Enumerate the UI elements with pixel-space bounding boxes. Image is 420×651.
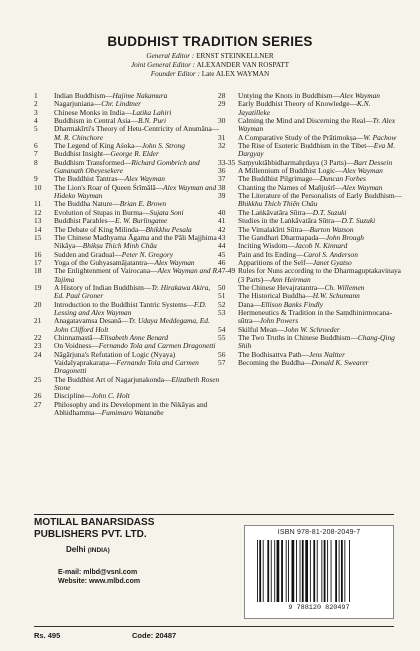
entry-text: [238, 100, 404, 117]
entry-number: 52: [218, 299, 226, 309]
entry-text: [54, 376, 220, 393]
entry-author: E. W. Burlingame: [114, 216, 168, 226]
entry-number: 5: [34, 124, 38, 134]
general-editor-label: General Editor :: [146, 52, 195, 60]
entry-author: John Brough: [325, 232, 364, 242]
entry-number: 55: [218, 332, 226, 342]
title-entry: [34, 267, 220, 284]
entry-number: 50: [218, 282, 226, 292]
entry-title: Skilful Mean—: [238, 324, 285, 334]
entry-number: 56: [218, 349, 226, 359]
entry-number: 24: [34, 349, 42, 359]
entry-text: [54, 184, 220, 201]
entry-number: 37: [218, 174, 226, 184]
entry-author: Janet Gyatso: [312, 257, 352, 267]
entry-title: The Bodhisattva Path—: [238, 349, 310, 359]
entry-author: B.N. Puri: [137, 116, 167, 126]
entry-author: Jens Naltter: [309, 349, 345, 359]
entry-author: Fumimaro Watanabe: [101, 408, 164, 418]
entry-number: 18: [34, 266, 42, 276]
entry-number: 7: [34, 149, 38, 159]
entry-text: [238, 117, 404, 134]
entry-title: The Buddha Nature—: [54, 199, 120, 209]
entry-text: [54, 234, 220, 251]
entry-title: The Enlightenment of Vairocana—: [54, 266, 158, 276]
general-editor-line: [0, 52, 420, 61]
entry-author: Bhikṣu Thích Minh Châu: [82, 241, 157, 251]
entry-author: John S. Strong: [141, 141, 185, 151]
city-name: Delhi: [66, 545, 86, 554]
entry-title: Inciting Wisdom—: [238, 241, 295, 251]
entry-title: The Chinese Hevajratantra—: [238, 282, 325, 292]
entry-number: 10: [34, 182, 42, 192]
entry-number: 4: [34, 116, 38, 126]
entry-title: The Two Truths in Chinese Buddhism—: [238, 332, 358, 342]
publisher-name-1: MOTILAL BANARSIDASS: [34, 517, 155, 528]
title-list-right: [218, 92, 404, 367]
entry-author: Hajime Nakamura: [112, 91, 168, 100]
entry-number: 30: [218, 116, 226, 126]
entry-number: 42: [218, 224, 226, 234]
entry-author: F.D. Lessing and Alex Wayman: [54, 299, 207, 317]
entry-title: The Lion's Roar of Queen Śrīmālā—: [54, 182, 164, 192]
entry-author: Peter N. Gregory: [121, 249, 173, 259]
entry-title: Buddhism in Central Asia—: [54, 116, 138, 126]
title-entry: [34, 125, 220, 142]
entry-title: The Rise of Esoteric Buddhism in the Tibet—: [238, 141, 374, 151]
entry-number: 20: [34, 299, 42, 309]
title-entry: [34, 301, 220, 318]
entry-number: 9: [34, 174, 38, 184]
book-code: Code: 20487: [132, 631, 177, 640]
founder-line: [0, 70, 420, 79]
publisher-name-2: PUBLISHERS PVT. LTD.: [34, 529, 147, 540]
title-entry: [218, 100, 404, 117]
entry-number: 54: [218, 324, 226, 334]
entry-title: Introduction to the Buddhist Tantric Systems—: [54, 299, 194, 309]
entry-author: Bhikkhu Pesala: [145, 224, 192, 234]
entry-author: M. R. Chinchore: [54, 132, 103, 142]
entry-text: [54, 125, 220, 142]
title-entry: [218, 334, 404, 351]
entry-author: Bhikkhu Thích Thiên Châu: [238, 199, 318, 209]
series-title: BUDDHIST TRADITION SERIES: [107, 34, 313, 49]
entry-author: Sujata Soni: [149, 207, 184, 217]
entry-author: K.N. Jayatilleke: [238, 99, 371, 117]
entry-text: [54, 317, 220, 334]
entry-number: 39: [218, 191, 226, 201]
entry-number: 1: [34, 91, 38, 100]
barcode-number: 9 788120 820497: [288, 604, 350, 612]
entry-title: Saṃyuktābhidharmahṛdaya (3 Parts)—: [238, 157, 354, 167]
entry-number: 22: [34, 332, 42, 342]
general-editor-name: ERNST STEINKELLNER: [196, 52, 274, 60]
entry-author: Fernando Tola and Carmen Dragonetti: [54, 358, 199, 376]
entry-author: Elisabeth Anne Benard: [99, 332, 169, 342]
entry-author: Alex Wayman: [124, 174, 165, 184]
entry-author: Alex Wayman and R. Tajima: [54, 266, 219, 284]
entry-number: 33-35: [218, 157, 236, 167]
entry-title: Pain and Its Ending—: [238, 249, 304, 259]
entry-number: 17: [34, 257, 42, 267]
entry-text: [54, 267, 220, 284]
entry-author: Alex Wayman: [154, 257, 195, 267]
joint-editor-label: Joint General Editor :: [130, 61, 196, 69]
country-name: (INDIA): [87, 547, 110, 554]
entry-title: The Debate of King Milinda—: [54, 224, 146, 234]
entry-title: The Gandhari Dharmapada—: [238, 232, 326, 242]
entry-title: Rules for Nuns according to the Dharmaguptakavinaya (3 Parts)—: [238, 266, 401, 284]
entry-text: [54, 351, 220, 376]
title-entry: [34, 401, 220, 418]
entry-author: Brian E. Brown: [119, 199, 167, 209]
bottom-divider: [34, 626, 394, 627]
entry-number: 11: [34, 199, 42, 209]
entry-author: H.W. Schumann: [312, 291, 360, 301]
entry-title: A History of Indian Buddhism—: [54, 282, 152, 292]
publisher-block: [34, 517, 224, 586]
entry-text: [238, 309, 404, 326]
entry-number: 45: [218, 249, 226, 259]
entry-author: John Powers: [259, 316, 299, 326]
entry-text: [54, 401, 220, 418]
entry-title: Untying the Knots in Buddhism—: [238, 91, 340, 100]
entry-title: The Chinese Madhyama Āgama and the Pāli Majjhima Nikāya—: [54, 232, 217, 251]
barcode-image: [255, 540, 383, 602]
entry-number: 26: [34, 391, 42, 401]
entry-text: [54, 159, 220, 176]
entry-number: 43: [218, 232, 226, 242]
isbn-text: ISBN 978-81-208-2049-7: [277, 529, 361, 536]
title-list-left: [34, 92, 220, 417]
entry-number: 27: [34, 399, 42, 409]
entry-title: Nāgārjuna's Refutation of Logic (Nyaya) Vaidalyaprakaraṇa—: [54, 349, 176, 367]
entry-text: [238, 359, 404, 367]
entry-title: The Laṅkāvatāra Sūtra—: [238, 207, 313, 217]
entry-title: Dana—: [238, 299, 261, 309]
entry-number: 15: [34, 232, 42, 242]
entry-author: George R. Elder: [110, 149, 159, 159]
entry-author: Tr. Udaya Meddegama, Ed. John Clifford Holt: [54, 316, 210, 334]
entry-title: Buddhist Parables—: [54, 216, 115, 226]
entry-author: John W. Schroeder: [284, 324, 340, 334]
barcode-block: [244, 525, 394, 619]
entry-author: Alex Wayman and Hideko Wayman: [54, 182, 217, 201]
title-entry: [34, 234, 220, 251]
entry-title: A Millennium of Buddhist Logic—: [238, 166, 343, 176]
entry-title: A Comparative Study of the Prātimokṣa—: [238, 132, 364, 142]
title-entry: [34, 159, 220, 176]
entry-number: 3: [34, 107, 38, 117]
publisher-email: E-mail: mlbd@vsnl.com: [58, 569, 138, 576]
entry-title: Chanting the Names of Mañjuśrī—: [238, 182, 343, 192]
entry-number: 21: [34, 316, 42, 326]
entry-number: 51: [218, 291, 226, 301]
entry-text: [54, 301, 220, 318]
entry-title: Early Buddhist Theory of Knowledge—: [238, 99, 357, 109]
title-entry: [218, 117, 404, 134]
entry-title: The Historical Buddha—: [238, 291, 313, 301]
title-entry: [218, 142, 404, 159]
entry-title: Buddhist Insight—: [54, 149, 111, 159]
price: Rs. 495: [34, 631, 61, 640]
entry-author: Eva M. Dargyay: [238, 141, 396, 159]
entry-title: The Buddhist Tantras—: [54, 174, 125, 184]
entry-author: Ann Heirman: [270, 274, 311, 284]
title-entry: [218, 192, 404, 209]
entry-title: The Buddhist Pilgrimage—: [238, 174, 320, 184]
divider: [34, 514, 394, 515]
entry-title: The Literature of the Personalists of Early Buddhism—: [238, 191, 402, 201]
entry-number: 6: [34, 141, 38, 151]
entry-number: 23: [34, 341, 42, 351]
founder-label: Founder Editor :: [150, 70, 200, 78]
title-entry: [218, 267, 404, 284]
entry-author: Tr. Hirakawa Akira, Ed. Paul Groner: [54, 282, 211, 301]
entry-author: D.T. Suzuki: [341, 216, 376, 226]
entry-author: Tr. Alex Wayman: [238, 116, 396, 134]
title-entry: [218, 359, 404, 367]
entry-author: Richard Gombrich and Gananath Obeyesekere: [54, 157, 200, 176]
entry-number: 32: [218, 141, 226, 151]
entry-text: [238, 142, 404, 159]
entry-author: Alex Wayman: [339, 91, 381, 100]
entry-title: Evolution of Stupas in Burma—: [54, 207, 150, 217]
title-entry: [34, 351, 220, 376]
entry-title: Chinese Monks in India—: [54, 107, 133, 117]
entry-number: 28: [218, 91, 226, 100]
entry-number: 40: [218, 207, 226, 217]
publisher-city: [66, 545, 224, 554]
entry-author: Elizabeth Rosen Stone: [54, 374, 220, 393]
entry-title: Calming the Mind and Discerning the Real—: [238, 116, 373, 126]
entry-text: [238, 192, 404, 209]
entry-number: 38: [218, 182, 226, 192]
entry-author: Duncan Forbes: [319, 174, 366, 184]
entry-author: Latika Lahiri: [132, 107, 172, 117]
entry-author: W. Pachow: [363, 132, 397, 142]
entry-author: Chr. Lindtner: [101, 99, 142, 109]
entry-number: 36: [218, 166, 226, 176]
entry-title: Discipline—: [54, 391, 92, 401]
entry-number: 41: [218, 216, 226, 226]
entry-text: [54, 284, 220, 301]
entry-title: Dharmakīrti's Theory of Hetu-Centricity of Anumāna—: [54, 124, 220, 134]
entry-number: 14: [34, 224, 42, 234]
entry-number: 13: [34, 216, 42, 226]
entry-number: 44: [218, 241, 226, 251]
entry-title: Philosophy and its Development in the Nikāyas and Abhidhamma—: [54, 399, 208, 418]
founder-name: Late ALEX WAYMAN: [201, 70, 270, 78]
entry-number: 2: [34, 99, 38, 109]
entry-author: Alex Wayman: [342, 166, 383, 176]
entry-number: 12: [34, 207, 42, 217]
entry-title: Studies in the Laṅkāvatāra Sūtra—: [238, 216, 342, 226]
entry-author: Ellison Banks Findly: [260, 299, 323, 309]
entry-author: D.T. Suzuki: [312, 207, 347, 217]
entry-title: On Voidness—: [54, 341, 99, 351]
entry-text: [238, 334, 404, 351]
entry-number: 8: [34, 157, 38, 167]
entry-title: Chinnamastā—: [54, 332, 100, 342]
entry-title: The Buddhist Art of Nagarjunakonda—: [54, 374, 172, 384]
publisher-website: Website: www.mlbd.com: [58, 578, 141, 585]
title-entry: [34, 317, 220, 334]
entry-author: Donald K. Swearer: [311, 358, 369, 367]
entry-number: 46: [218, 257, 226, 267]
entry-author: John C. Holt: [91, 391, 130, 401]
entry-author: Chang-Qing Shih: [238, 332, 395, 351]
entry-number: 25: [34, 374, 42, 384]
joint-editor-name: ALEXANDER VAN ROSPATT: [196, 61, 289, 69]
title-entry: [34, 184, 220, 201]
entry-author: Fernando Tola and Carmen Dragonetti: [98, 341, 216, 351]
entry-number: 16: [34, 249, 42, 259]
title-entry: [218, 309, 404, 326]
entry-number: 31: [218, 132, 226, 142]
entry-title: Hermeneutics & Tradition in the Saṃdhinirmocana-sūtra—: [238, 307, 393, 326]
header: [0, 0, 420, 79]
entry-number: 47-49: [218, 266, 236, 276]
entry-author: Bart Dessein: [353, 157, 393, 167]
entry-author: Burton Watson: [309, 224, 354, 234]
entry-title: Indian Buddhism—: [54, 91, 113, 100]
entry-title: The Legend of King Aśoka—: [54, 141, 142, 151]
entry-title: Becoming the Buddha—: [238, 358, 312, 367]
joint-editor-line: [0, 61, 420, 70]
entry-title: Buddhism Transformed—: [54, 157, 132, 167]
entry-title: Nagarjuniana—: [54, 99, 102, 109]
title-entry: [34, 376, 220, 393]
entry-title: Apparitions of the Self—: [238, 257, 313, 267]
entry-number: 57: [218, 358, 226, 367]
entry-author: Carol S. Anderson: [303, 249, 358, 259]
publisher-contact: [58, 568, 224, 586]
title-entry: [34, 284, 220, 301]
entry-author: Jacob N. Kinnard: [294, 241, 348, 251]
entry-title: The Vimalakīrti Sūtra—: [238, 224, 310, 234]
entry-number: 29: [218, 99, 226, 109]
entry-title: Sudden and Gradual—: [54, 249, 122, 259]
entry-title: Anagatavamsa Desanā—: [54, 316, 129, 326]
entry-number: 53: [218, 307, 226, 317]
entry-author: Alex Wayman: [342, 182, 383, 192]
entry-title: Yoga of the Guhyasamājatantra—: [54, 257, 155, 267]
entry-number: 19: [34, 282, 42, 292]
entry-text: [238, 267, 404, 284]
entry-author: Ch. Willemen: [324, 282, 365, 292]
